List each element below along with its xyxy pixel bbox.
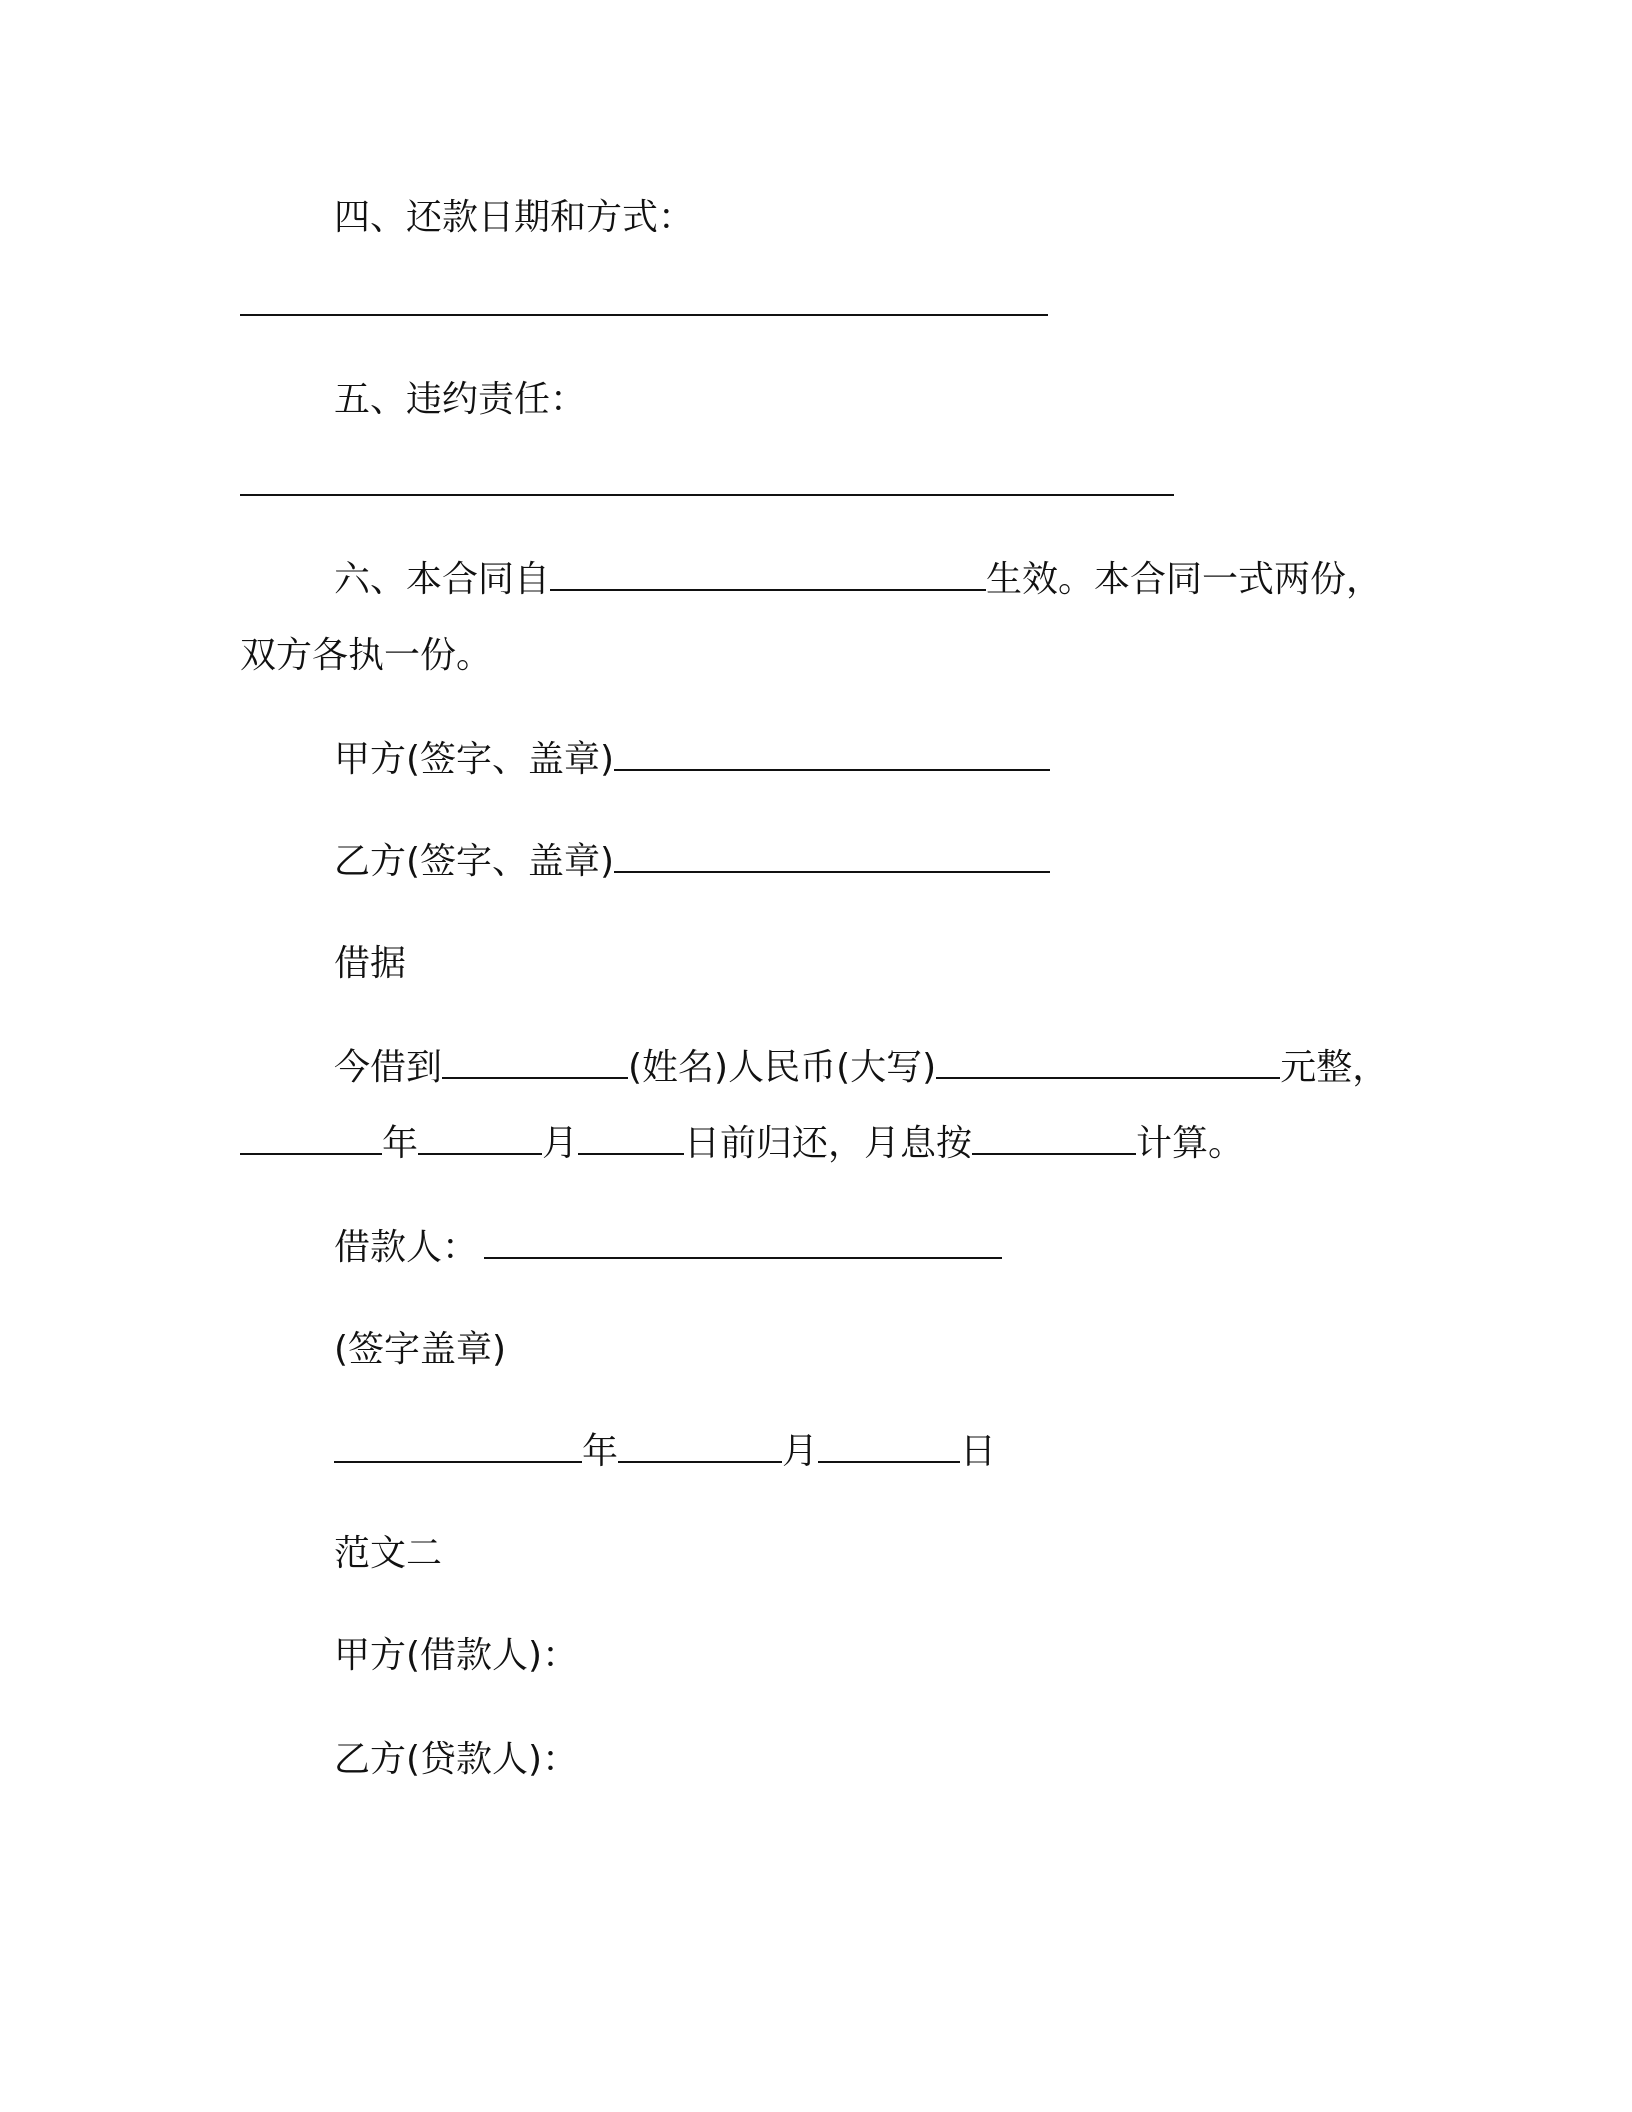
date-day-blank — [818, 1431, 960, 1463]
section-5-blank-line — [240, 494, 1174, 496]
date-day-label: 日 — [960, 1431, 997, 1472]
section-6-line — [334, 558, 1382, 602]
sign-seal-note: (签字盖章) — [334, 1329, 507, 1370]
party-b-signature-line — [334, 840, 1050, 884]
iou-yuan-label: 元整， — [1280, 1047, 1389, 1088]
amount-uppercase-blank — [936, 1047, 1280, 1079]
iou-date-line — [334, 1430, 996, 1474]
sample-2-title: 范文二 — [334, 1533, 443, 1574]
interest-rate-blank — [972, 1123, 1136, 1155]
return-month-blank — [418, 1123, 542, 1155]
party-a-signature-blank — [614, 739, 1050, 771]
section-5-heading: 五、违约责任： — [334, 379, 587, 420]
section-4-heading: 四、还款日期和方式： — [334, 197, 695, 238]
party-a-signature-line — [334, 738, 1050, 782]
return-day-blank — [578, 1123, 684, 1155]
borrower-line — [334, 1226, 1002, 1270]
party-a-signature-label: 甲方(签字、盖章) — [334, 739, 615, 780]
section-4-blank-line — [240, 314, 1048, 316]
section-6-middle: 生效。本合同一式两份， — [986, 559, 1383, 600]
return-year-blank — [240, 1123, 382, 1155]
iou-borrowed-from-label: 今借到 — [334, 1047, 443, 1088]
iou-year-label: 年 — [382, 1123, 419, 1164]
iou-name-amount-label: (姓名)人民币(大写) — [628, 1047, 937, 1088]
sample-2-party-a: 甲方(借款人)： — [334, 1635, 579, 1676]
borrower-blank — [484, 1227, 1002, 1259]
date-year-blank — [334, 1431, 582, 1463]
borrower-label: 借款人： — [334, 1227, 479, 1268]
section-6-prefix: 六、本合同自 — [334, 559, 551, 600]
section-6-continuation: 双方各执一份。 — [240, 635, 493, 676]
party-b-signature-label: 乙方(签字、盖章) — [334, 841, 615, 882]
iou-calc-label: 计算。 — [1136, 1123, 1245, 1164]
effective-date-blank — [550, 559, 986, 591]
sample-2-party-b: 乙方(贷款人)： — [334, 1739, 579, 1780]
date-year-label: 年 — [582, 1431, 619, 1472]
iou-return-interest-label: 日前归还，月息按 — [684, 1123, 973, 1164]
iou-line-1 — [334, 1046, 1388, 1090]
lender-name-blank — [442, 1047, 628, 1079]
iou-line-2 — [240, 1122, 1244, 1166]
party-b-signature-blank — [614, 841, 1050, 873]
date-month-label: 月 — [782, 1431, 819, 1472]
iou-title: 借据 — [334, 943, 407, 984]
date-month-blank — [618, 1431, 782, 1463]
iou-month-label: 月 — [542, 1123, 579, 1164]
